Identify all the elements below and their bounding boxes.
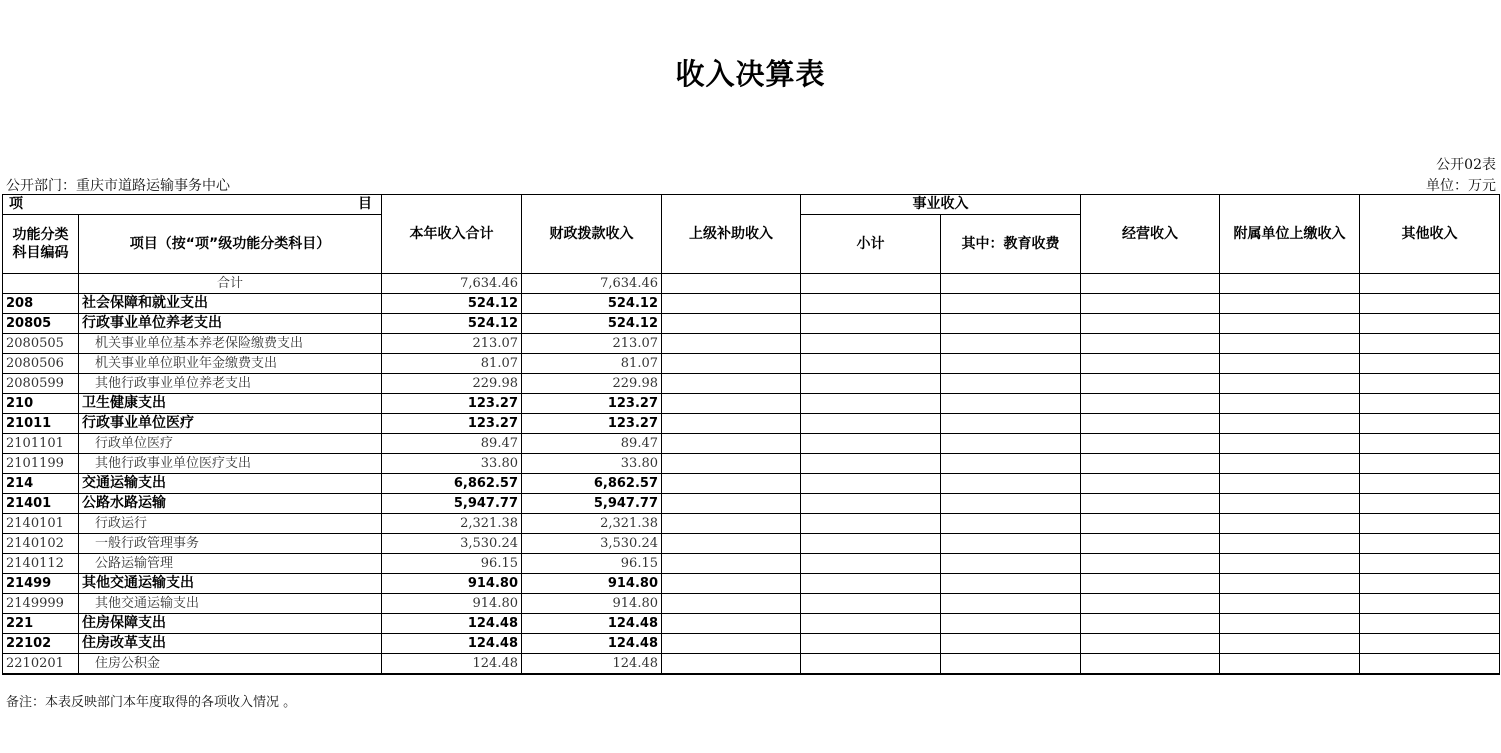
- row-name: 住房公积金: [79, 654, 382, 675]
- empty-cell: [801, 614, 941, 634]
- empty-cell: [941, 534, 1081, 554]
- header-xiang-mu: [3, 195, 382, 215]
- row-name: 行政运行: [79, 514, 382, 534]
- header-code: 功能分类科目编码: [3, 215, 79, 274]
- form-number: 公开02表: [1436, 157, 1496, 173]
- row-name: 其他行政事业单位养老支出: [79, 374, 382, 394]
- empty-cell: [1220, 414, 1360, 434]
- header-other: 其他收入: [1360, 195, 1500, 274]
- empty-cell: [1360, 454, 1500, 474]
- row-code: 2140101: [3, 514, 79, 534]
- row-fiscal: 89.47: [522, 434, 662, 454]
- empty-cell: [1360, 514, 1500, 534]
- row-total: 6,862.57: [382, 474, 522, 494]
- empty-cell: [1081, 474, 1220, 494]
- empty-cell: [941, 434, 1081, 454]
- row-name: 机关事业单位职业年金缴费支出: [79, 354, 382, 374]
- empty-cell: [801, 454, 941, 474]
- empty-cell: [1081, 334, 1220, 354]
- header-subtotal: 小计: [801, 215, 941, 274]
- empty-cell: [1360, 314, 1500, 334]
- empty-cell: [941, 574, 1081, 594]
- empty-cell: [662, 454, 801, 474]
- row-total: 524.12: [382, 294, 522, 314]
- table-row: [3, 354, 1500, 374]
- table-row: [3, 374, 1500, 394]
- empty-cell: [941, 474, 1081, 494]
- empty-cell: [1220, 454, 1360, 474]
- row-code: 221: [3, 614, 79, 634]
- empty-cell: [662, 654, 801, 675]
- empty-cell: [1220, 494, 1360, 514]
- empty-cell: [1081, 514, 1220, 534]
- empty-cell: [1360, 474, 1500, 494]
- empty-cell: [662, 534, 801, 554]
- empty-cell: [801, 494, 941, 514]
- header-item: 项目（按“项”级功能分类科目）: [79, 215, 382, 274]
- row-fiscal: 213.07: [522, 334, 662, 354]
- empty-cell: [941, 334, 1081, 354]
- empty-cell: [801, 394, 941, 414]
- row-name: 住房改革支出: [79, 634, 382, 654]
- table-row: [3, 614, 1500, 634]
- empty-cell: [801, 554, 941, 574]
- empty-cell: [662, 554, 801, 574]
- table-row: [3, 334, 1500, 354]
- empty-cell: [1220, 374, 1360, 394]
- row-fiscal: 5,947.77: [522, 494, 662, 514]
- row-fiscal: 123.27: [522, 394, 662, 414]
- department-label: 公开部门：重庆市道路运输事务中心: [6, 178, 230, 194]
- row-name: 卫生健康支出: [79, 394, 382, 414]
- row-code: 2149999: [3, 594, 79, 614]
- empty-cell: [662, 394, 801, 414]
- table-row: [3, 494, 1500, 514]
- empty-cell: [1360, 374, 1500, 394]
- row-total: 124.48: [382, 654, 522, 675]
- empty-cell: [941, 494, 1081, 514]
- row-name: 行政事业单位医疗: [79, 414, 382, 434]
- row-code: 2140112: [3, 554, 79, 574]
- empty-cell: [1081, 494, 1220, 514]
- empty-cell: [1360, 494, 1500, 514]
- row-name: 其他交通运输支出: [79, 574, 382, 594]
- empty-cell: [941, 594, 1081, 614]
- empty-cell: [1081, 614, 1220, 634]
- row-name: 其他行政事业单位医疗支出: [79, 454, 382, 474]
- table-row: [3, 434, 1500, 454]
- row-total: 3,530.24: [382, 534, 522, 554]
- row-total: 914.80: [382, 574, 522, 594]
- table-row: [3, 574, 1500, 594]
- row-name: 其他交通运输支出: [79, 594, 382, 614]
- header-total-income: 本年收入合计: [382, 195, 522, 274]
- empty-cell: [801, 654, 941, 675]
- row-name: 公路水路运输: [79, 494, 382, 514]
- row-total: 123.27: [382, 394, 522, 414]
- empty-cell: [1360, 554, 1500, 574]
- total-income-value: 7,634.46: [382, 274, 522, 294]
- row-code: 22102: [3, 634, 79, 654]
- table-row: [3, 594, 1500, 614]
- empty-cell: [801, 634, 941, 654]
- row-code: 21011: [3, 414, 79, 434]
- empty-cell: [1081, 634, 1220, 654]
- header-business-income: 事业收入: [801, 195, 1081, 215]
- row-code: 21401: [3, 494, 79, 514]
- row-total: 124.48: [382, 634, 522, 654]
- empty-cell: [662, 414, 801, 434]
- empty-cell: [1360, 534, 1500, 554]
- empty-cell: [941, 514, 1081, 534]
- header-affiliated: 附属单位上缴收入: [1220, 195, 1360, 274]
- row-fiscal: 2,321.38: [522, 514, 662, 534]
- empty-cell: [801, 414, 941, 434]
- row-total: 229.98: [382, 374, 522, 394]
- empty-cell: [1220, 394, 1360, 414]
- row-name: 住房保障支出: [79, 614, 382, 634]
- empty-cell: [662, 594, 801, 614]
- row-total: 5,947.77: [382, 494, 522, 514]
- header-operating: 经营收入: [1081, 195, 1220, 274]
- row-name: 一般行政管理事务: [79, 534, 382, 554]
- row-fiscal: 914.80: [522, 594, 662, 614]
- empty-cell: [1081, 594, 1220, 614]
- empty-cell: [1220, 554, 1360, 574]
- empty-cell: [662, 614, 801, 634]
- row-total: 123.27: [382, 414, 522, 434]
- empty-cell: [801, 574, 941, 594]
- table-row: [3, 554, 1500, 574]
- row-fiscal: 524.12: [522, 314, 662, 334]
- row-total: 89.47: [382, 434, 522, 454]
- empty-cell: [1360, 574, 1500, 594]
- row-total: 96.15: [382, 554, 522, 574]
- empty-cell: [1081, 354, 1220, 374]
- empty-cell: [801, 474, 941, 494]
- total-label: 合计: [79, 274, 382, 294]
- empty-cell: [1360, 354, 1500, 374]
- empty-cell: [1220, 514, 1360, 534]
- empty-cell: [801, 374, 941, 394]
- empty-cell: [1081, 294, 1220, 314]
- row-code: 2101199: [3, 454, 79, 474]
- row-name: 公路运输管理: [79, 554, 382, 574]
- empty-cell: [1081, 414, 1220, 434]
- row-total: 2,321.38: [382, 514, 522, 534]
- empty-cell: [941, 614, 1081, 634]
- empty-cell: [941, 654, 1081, 675]
- table-row: [3, 454, 1500, 474]
- table-row: [3, 474, 1500, 494]
- empty-cell: [1360, 414, 1500, 434]
- row-fiscal: 123.27: [522, 414, 662, 434]
- empty-cell: [1360, 614, 1500, 634]
- row-fiscal: 124.48: [522, 614, 662, 634]
- empty-cell: [1220, 654, 1360, 675]
- empty-cell: [1360, 334, 1500, 354]
- row-total: 524.12: [382, 314, 522, 334]
- empty-cell: [662, 434, 801, 454]
- row-fiscal: 124.48: [522, 654, 662, 675]
- empty-cell: [662, 374, 801, 394]
- empty-cell: [801, 294, 941, 314]
- empty-cell: [1220, 294, 1360, 314]
- empty-cell: [801, 534, 941, 554]
- empty-cell: [1360, 394, 1500, 414]
- row-code: 210: [3, 394, 79, 414]
- footnote: 备注：本表反映部门本年度取得的各项收入情况 。: [6, 695, 297, 710]
- row-code: 214: [3, 474, 79, 494]
- empty-cell: [1360, 294, 1500, 314]
- row-total: 213.07: [382, 334, 522, 354]
- row-total: 124.48: [382, 614, 522, 634]
- row-total: 914.80: [382, 594, 522, 614]
- empty-cell: [941, 414, 1081, 434]
- empty-cell: [1220, 534, 1360, 554]
- empty-cell: [662, 634, 801, 654]
- empty-cell: [1081, 534, 1220, 554]
- total-row: [3, 274, 1500, 294]
- row-fiscal: 96.15: [522, 554, 662, 574]
- empty-cell: [801, 514, 941, 534]
- row-fiscal: 524.12: [522, 294, 662, 314]
- empty-cell: [801, 434, 941, 454]
- empty-cell: [1081, 554, 1220, 574]
- row-fiscal: 229.98: [522, 374, 662, 394]
- table-row: [3, 294, 1500, 314]
- empty-cell: [1081, 454, 1220, 474]
- empty-cell: [941, 374, 1081, 394]
- empty-cell: [1081, 574, 1220, 594]
- row-fiscal: 124.48: [522, 634, 662, 654]
- empty-cell: [1360, 654, 1500, 675]
- empty-cell: [1220, 314, 1360, 334]
- row-fiscal: 81.07: [522, 354, 662, 374]
- header-mu: 目: [358, 196, 372, 212]
- row-code: 2080505: [3, 334, 79, 354]
- row-name: 行政事业单位养老支出: [79, 314, 382, 334]
- row-code: 21499: [3, 574, 79, 594]
- empty-cell: [1081, 394, 1220, 414]
- table-row: [3, 534, 1500, 554]
- row-code: 2080506: [3, 354, 79, 374]
- row-fiscal: 914.80: [522, 574, 662, 594]
- empty-cell: [941, 634, 1081, 654]
- row-code: 2140102: [3, 534, 79, 554]
- empty-cell: [941, 314, 1081, 334]
- empty-cell: [1220, 434, 1360, 454]
- header-fiscal: 财政拨款收入: [522, 195, 662, 274]
- empty-cell: [1220, 474, 1360, 494]
- empty-cell: [1081, 654, 1220, 675]
- header-xiang: 项: [9, 196, 23, 212]
- row-code: 2101101: [3, 434, 79, 454]
- empty-cell: [1220, 334, 1360, 354]
- row-fiscal: 6,862.57: [522, 474, 662, 494]
- row-total: 33.80: [382, 454, 522, 474]
- header-education-fee: 其中：教育收费: [941, 215, 1081, 274]
- empty-cell: [941, 354, 1081, 374]
- table-row: [3, 654, 1500, 675]
- row-fiscal: 3,530.24: [522, 534, 662, 554]
- row-fiscal: 33.80: [522, 454, 662, 474]
- empty-cell: [801, 354, 941, 374]
- empty-cell: [941, 554, 1081, 574]
- empty-cell: [1220, 594, 1360, 614]
- total-code: [3, 274, 79, 294]
- row-code: 208: [3, 294, 79, 314]
- unit-label: 单位：万元: [1426, 178, 1496, 194]
- page-title: 收入决算表: [675, 57, 826, 91]
- empty-cell: [662, 294, 801, 314]
- empty-cell: [941, 294, 1081, 314]
- empty-cell: [941, 454, 1081, 474]
- table-row: [3, 514, 1500, 534]
- header-superior-subsidy: 上级补助收入: [662, 195, 801, 274]
- total-fiscal-value: 7,634.46: [522, 274, 662, 294]
- empty-cell: [801, 334, 941, 354]
- empty-cell: [801, 594, 941, 614]
- table-row: [3, 394, 1500, 414]
- income-table: [2, 194, 1500, 675]
- empty-cell: [662, 514, 801, 534]
- empty-cell: [1220, 614, 1360, 634]
- empty-cell: [1081, 434, 1220, 454]
- empty-cell: [1081, 314, 1220, 334]
- empty-cell: [662, 474, 801, 494]
- empty-cell: [1081, 374, 1220, 394]
- empty-cell: [1360, 634, 1500, 654]
- empty-cell: [941, 394, 1081, 414]
- empty-cell: [662, 494, 801, 514]
- empty-cell: [662, 314, 801, 334]
- empty-cell: [1360, 594, 1500, 614]
- empty-cell: [1360, 434, 1500, 454]
- table-row: [3, 414, 1500, 434]
- row-total: 81.07: [382, 354, 522, 374]
- table-row: [3, 634, 1500, 654]
- empty-cell: [801, 314, 941, 334]
- empty-cell: [662, 334, 801, 354]
- table-row: [3, 314, 1500, 334]
- row-code: 2080599: [3, 374, 79, 394]
- empty-cell: [662, 354, 801, 374]
- empty-cell: [1220, 574, 1360, 594]
- row-name: 交通运输支出: [79, 474, 382, 494]
- empty-cell: [1220, 634, 1360, 654]
- row-code: 20805: [3, 314, 79, 334]
- empty-cell: [662, 574, 801, 594]
- row-name: 社会保障和就业支出: [79, 294, 382, 314]
- empty-cell: [1220, 354, 1360, 374]
- row-name: 机关事业单位基本养老保险缴费支出: [79, 334, 382, 354]
- row-code: 2210201: [3, 654, 79, 675]
- row-name: 行政单位医疗: [79, 434, 382, 454]
